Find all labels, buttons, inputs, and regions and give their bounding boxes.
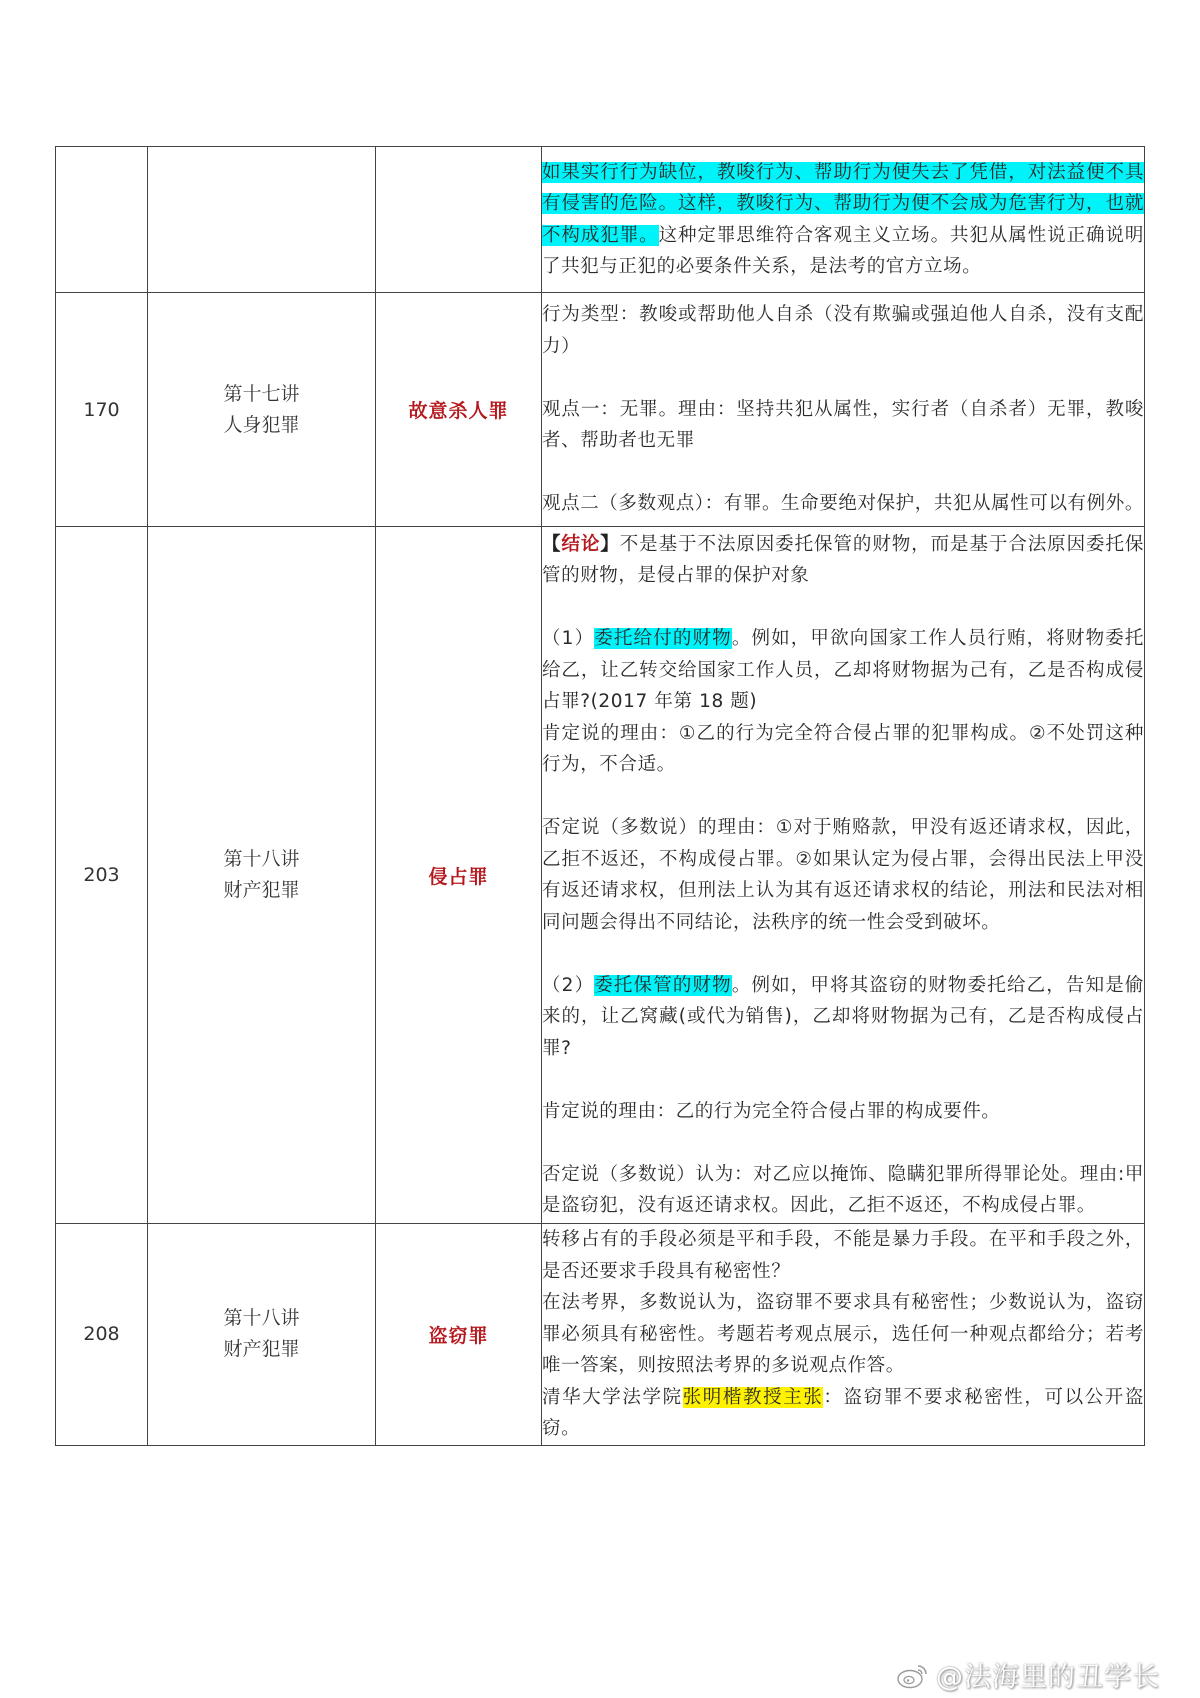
content-paragraph: 肯定说的理由：①乙的行为完全符合侵占罪的犯罪构成。②不处罚这种行为，不合适。 bbox=[542, 722, 1144, 775]
table-row bbox=[56, 527, 1145, 1224]
content-cell bbox=[542, 147, 1145, 293]
content-paragraph: 在法考界，多数说认为，盗窃罪不要求具有秘密性；少数说认为，盗窃罪必须具有秘密性。考题若考观点展示，选任何一种观点都给分；若考唯一答案，则按照法考界的多说观点作答。 bbox=[542, 1292, 1144, 1376]
lecture-topic: 财产犯罪 bbox=[223, 1338, 300, 1361]
item-prefix: （2） bbox=[542, 974, 595, 996]
item-prefix: （1） bbox=[542, 628, 595, 649]
content-paragraph: 行为类型：教唆或帮助他人自杀（没有欺骗或强迫他人自杀，没有支配力） bbox=[542, 304, 1144, 357]
page-number-cell: 203 bbox=[56, 527, 148, 1224]
blank-line bbox=[542, 1064, 1144, 1096]
paragraph-text: 。例如，甲欲向国家工作人员行贿，将财物委托给乙，让乙转交给国家工作人员，乙却将财物据为己有，乙是否构成侵占罪?(2017 年第 18 题) bbox=[542, 628, 1144, 712]
page-number-cell bbox=[56, 147, 148, 293]
weibo-icon bbox=[896, 1661, 930, 1689]
watermark-text: @法海里的丑学长 bbox=[936, 1662, 1160, 1693]
content-cell bbox=[542, 293, 1145, 527]
lecture-cell bbox=[148, 527, 376, 1224]
content-paragraph bbox=[542, 970, 1144, 1065]
lecture-topic: 人身犯罪 bbox=[223, 413, 300, 436]
table-row bbox=[56, 147, 1145, 293]
lecture-number: 第十八讲 bbox=[223, 1307, 300, 1330]
crime-name-cell: 故意杀人罪 bbox=[376, 293, 542, 527]
blank-line bbox=[542, 781, 1144, 813]
paragraph-text: 不是基于不法原因委托保管的财物，而是基于合法原因委托保管的财物，是侵占罪的保护对象 bbox=[542, 533, 1144, 586]
highlighted-text: 张明楷教授主张 bbox=[682, 1386, 824, 1408]
conclusion-tag: 结论 bbox=[561, 533, 601, 555]
content-cell bbox=[542, 1224, 1145, 1446]
lecture-cell bbox=[148, 293, 376, 527]
lecture-topic: 财产犯罪 bbox=[223, 879, 300, 901]
highlighted-text: 如果实行行为缺位，教唆行为、帮助行为便失去了凭借，对法益便不具有侵害的危险。这样，教唆行为、帮助行为便不会成为危害行为，也就不构成犯罪。 bbox=[542, 161, 1144, 246]
lecture-number: 第十八讲 bbox=[223, 848, 300, 870]
notes-table bbox=[55, 146, 1145, 1446]
table-row bbox=[56, 293, 1145, 527]
content-cell bbox=[542, 527, 1145, 1224]
content-paragraph: 观点二（多数观点）：有罪。生命要绝对保护，共犯从属性可以有例外。 bbox=[542, 493, 1144, 515]
blank-line bbox=[542, 362, 1144, 394]
bracket-open: 【 bbox=[542, 533, 562, 555]
content-paragraph bbox=[542, 1382, 1144, 1445]
table-row bbox=[56, 1224, 1145, 1446]
lecture-number: 第十七讲 bbox=[223, 382, 300, 405]
content-paragraph bbox=[542, 623, 1144, 718]
paragraph-text: 这种定罪思维符合客观主义立场。共犯从属性说正确说明了共犯与正犯的必要条件关系，是法考的官方立场。 bbox=[542, 224, 1144, 277]
crime-name-cell: 盗窃罪 bbox=[376, 1224, 542, 1446]
content-paragraph: 否定说（多数说）的理由：①对于贿赂款，甲没有返还请求权，因此，乙拒不返还，不构成侵占罪。②如果认定为侵占罪，会得出民法上甲没有返还请求权，但刑法上认为其有返还请求权的结论，刑法和民法对相同问题会得出不同结论，法秩序的统一性会受到破坏。 bbox=[542, 817, 1144, 933]
blank-line bbox=[542, 1127, 1144, 1159]
content-paragraph: 观点一：无罪。理由：坚持共犯从属性，实行者（自杀者）无罪，教唆者、帮助者也无罪 bbox=[542, 398, 1144, 452]
highlighted-text: 委托保管的财物 bbox=[594, 974, 732, 996]
content-paragraph: 转移占有的手段必须是平和手段，不能是暴力手段。在平和手段之外，是否还要求手段具有秘密性？ bbox=[542, 1229, 1144, 1282]
crime-name-cell bbox=[376, 147, 542, 293]
page-number-cell: 208 bbox=[56, 1224, 148, 1446]
page-number-cell: 170 bbox=[56, 293, 148, 527]
item-prefix: 清华大学法学院 bbox=[542, 1386, 683, 1408]
lecture-cell bbox=[148, 147, 376, 293]
content-paragraph: 否定说（多数说）认为：对乙应以掩饰、隐瞒犯罪所得罪论处。理由:甲是盗窃犯，没有返还请求权。因此，乙拒不返还，不构成侵占罪。 bbox=[542, 1163, 1144, 1216]
content-paragraph bbox=[542, 157, 1144, 283]
highlighted-text: 委托给付的财物 bbox=[594, 628, 732, 649]
conclusion-paragraph bbox=[542, 529, 1144, 592]
lecture-cell bbox=[148, 1224, 376, 1446]
watermark bbox=[896, 1655, 1160, 1694]
blank-line bbox=[542, 938, 1144, 970]
bracket-close: 】 bbox=[600, 533, 620, 555]
content-paragraph: 肯定说的理由：乙的行为完全符合侵占罪的构成要件。 bbox=[542, 1100, 1001, 1122]
paragraph-text: 。例如，甲将其盗窃的财物委托给乙，告知是偷来的，让乙窝藏(或代为销售)，乙却将财物据为己有，乙是否构成侵占罪? bbox=[542, 974, 1144, 1059]
crime-name-cell: 侵占罪 bbox=[376, 527, 542, 1224]
blank-line bbox=[542, 592, 1144, 624]
blank-line bbox=[542, 457, 1144, 489]
paragraph-text: ：盗窃罪不要求秘密性，可以公开盗窃。 bbox=[542, 1386, 1144, 1439]
